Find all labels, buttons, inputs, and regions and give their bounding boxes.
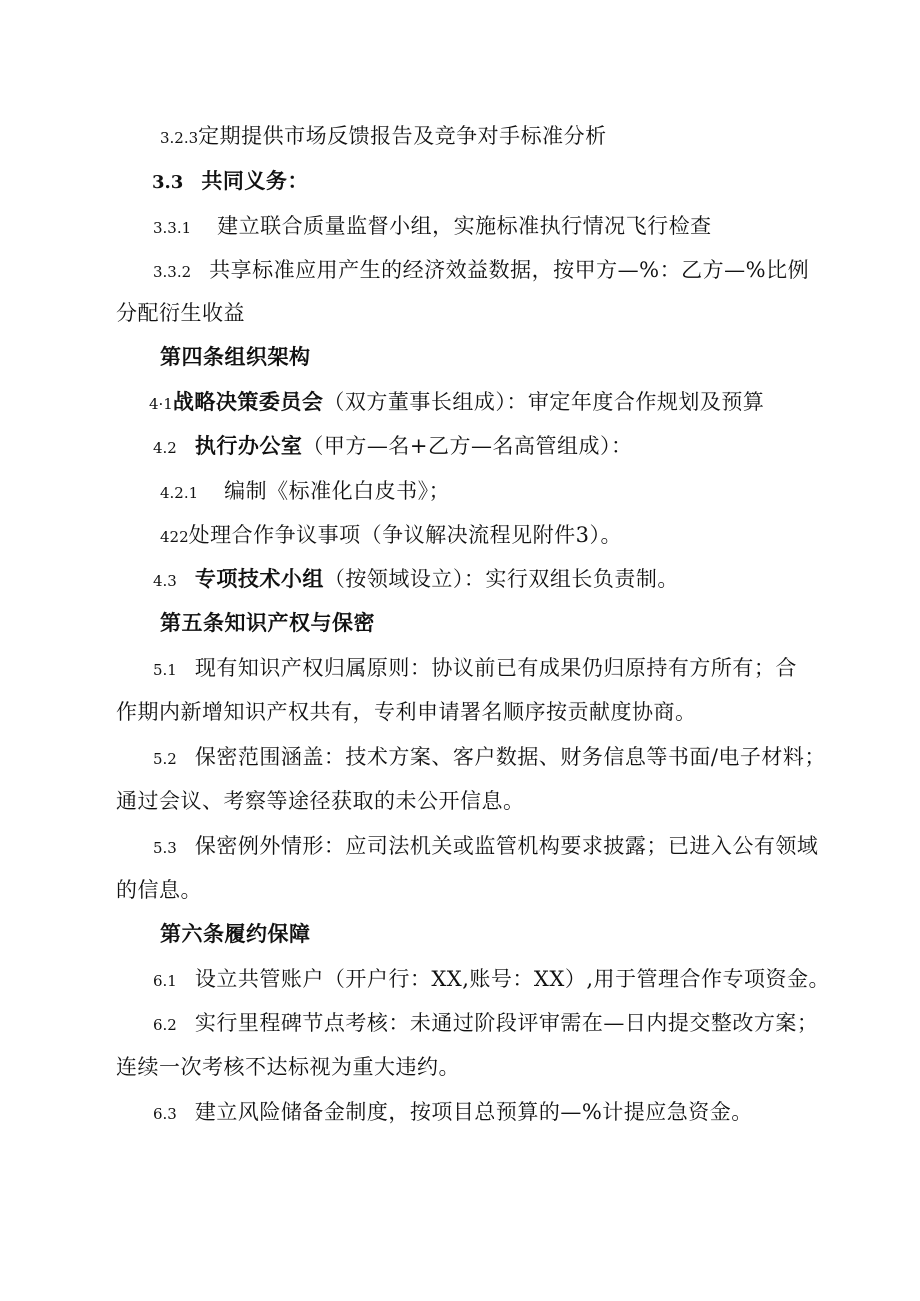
clause-number: 4.2 — [153, 439, 177, 457]
clause-5-2-continued — [116, 787, 525, 815]
clause-5-3 — [153, 832, 818, 862]
clause-4-1 — [149, 388, 764, 418]
clause-text: 编制《标准化白皮书》； — [224, 479, 451, 503]
clause-5-3-continued — [116, 876, 202, 904]
clause-number: 3.3.2 — [153, 263, 192, 281]
clause-text: 定期提供市场反馈报告及竞争对手标准分析 — [198, 124, 607, 148]
clause-number: 4·1 — [149, 395, 173, 413]
clause-6-2 — [153, 1009, 818, 1039]
article-title: 第五条知识产权与保密 — [160, 610, 375, 635]
clause-text: 的信息。 — [116, 878, 202, 902]
clause-text: 共同义务： — [201, 168, 309, 193]
clause-3-3-1 — [153, 212, 712, 242]
clause-text: 建立联合质量监督小组，实施标准执行情况飞行检查 — [217, 214, 712, 238]
clause-4-2-1 — [160, 477, 450, 507]
clause-number: 3.2.3 — [160, 129, 199, 147]
clause-5-1-continued — [116, 698, 697, 726]
clause-number: 5.2 — [153, 750, 177, 768]
clause-number: 6.1 — [153, 972, 177, 990]
article-title: 第四条组织架构 — [160, 344, 311, 369]
clause-4-2-2 — [160, 521, 622, 551]
clause-text: 连续一次考核不达标视为重大违约。 — [116, 1055, 460, 1079]
clause-number: 3.3 — [152, 172, 184, 193]
article-6-heading — [160, 920, 311, 948]
clause-3-2-3 — [160, 122, 607, 152]
clause-6-3 — [153, 1098, 753, 1128]
clause-number: 6.3 — [153, 1105, 177, 1123]
clause-text: 现有知识产权归属原则：协议前已有成果仍归原持有方所有；合 — [194, 656, 797, 680]
clause-text: （甲方—名+乙方—名高管组成）： — [302, 434, 633, 458]
clause-6-1 — [153, 965, 830, 995]
article-title: 第六条履约保障 — [160, 921, 311, 946]
clause-number: 6.2 — [153, 1016, 177, 1034]
clause-text: 作期内新增知识产权共有，专利申请署名顺序按贡献度协商。 — [116, 700, 697, 724]
clause-text: 处理合作争议事项（争议解决流程见附件3）。 — [188, 523, 622, 547]
clause-4-2 — [153, 432, 632, 462]
clause-3-3-2-continued — [116, 299, 245, 327]
clause-text: 设立共管账户（开户行：XX,账号：XX）,用于管理合作专项资金。 — [194, 967, 831, 991]
clause-number: 5.3 — [153, 839, 177, 857]
clause-text: 实行里程碑节点考核：未通过阶段评审需在—日内提交整改方案； — [194, 1011, 819, 1035]
clause-3-3-heading — [152, 167, 309, 197]
clause-text: 建立风险储备金制度，按项目总预算的—%计提应急资金。 — [194, 1100, 753, 1124]
clause-text: （按领域设立）：实行双组长负责制。 — [323, 567, 679, 591]
clause-bold-text: 专项技术小组 — [194, 566, 324, 591]
clause-4-3 — [153, 565, 679, 595]
clause-5-1 — [153, 654, 797, 684]
clause-3-3-2 — [153, 256, 809, 286]
article-4-heading — [160, 343, 311, 371]
clause-text: 保密范围涵盖：技术方案、客户数据、财务信息等书面/电子材料； — [194, 745, 826, 769]
clause-text: （双方董事长组成）：审定年度合作规划及预算 — [323, 390, 765, 414]
clause-text: 保密例外情形：应司法机关或监管机构要求披露；已进入公有领域 — [194, 834, 819, 858]
clause-5-2 — [153, 743, 826, 773]
clause-number: 4.2.1 — [160, 484, 199, 502]
clause-6-2-continued — [116, 1053, 460, 1081]
clause-bold-text: 战略决策委员会 — [172, 389, 324, 414]
clause-bold-text: 执行办公室 — [194, 433, 303, 458]
clause-text: 通过会议、考察等途径获取的未公开信息。 — [116, 789, 525, 813]
clause-text: 分配衍生收益 — [116, 301, 245, 325]
clause-number: 3.3.1 — [153, 219, 192, 237]
clause-number: 5.1 — [153, 661, 177, 679]
clause-text: 共享标准应用产生的经济效益数据，按甲方—%：乙方—%比例 — [209, 258, 810, 282]
clause-number: 422 — [160, 528, 189, 546]
clause-number: 4.3 — [153, 572, 177, 590]
article-5-heading — [160, 609, 375, 637]
